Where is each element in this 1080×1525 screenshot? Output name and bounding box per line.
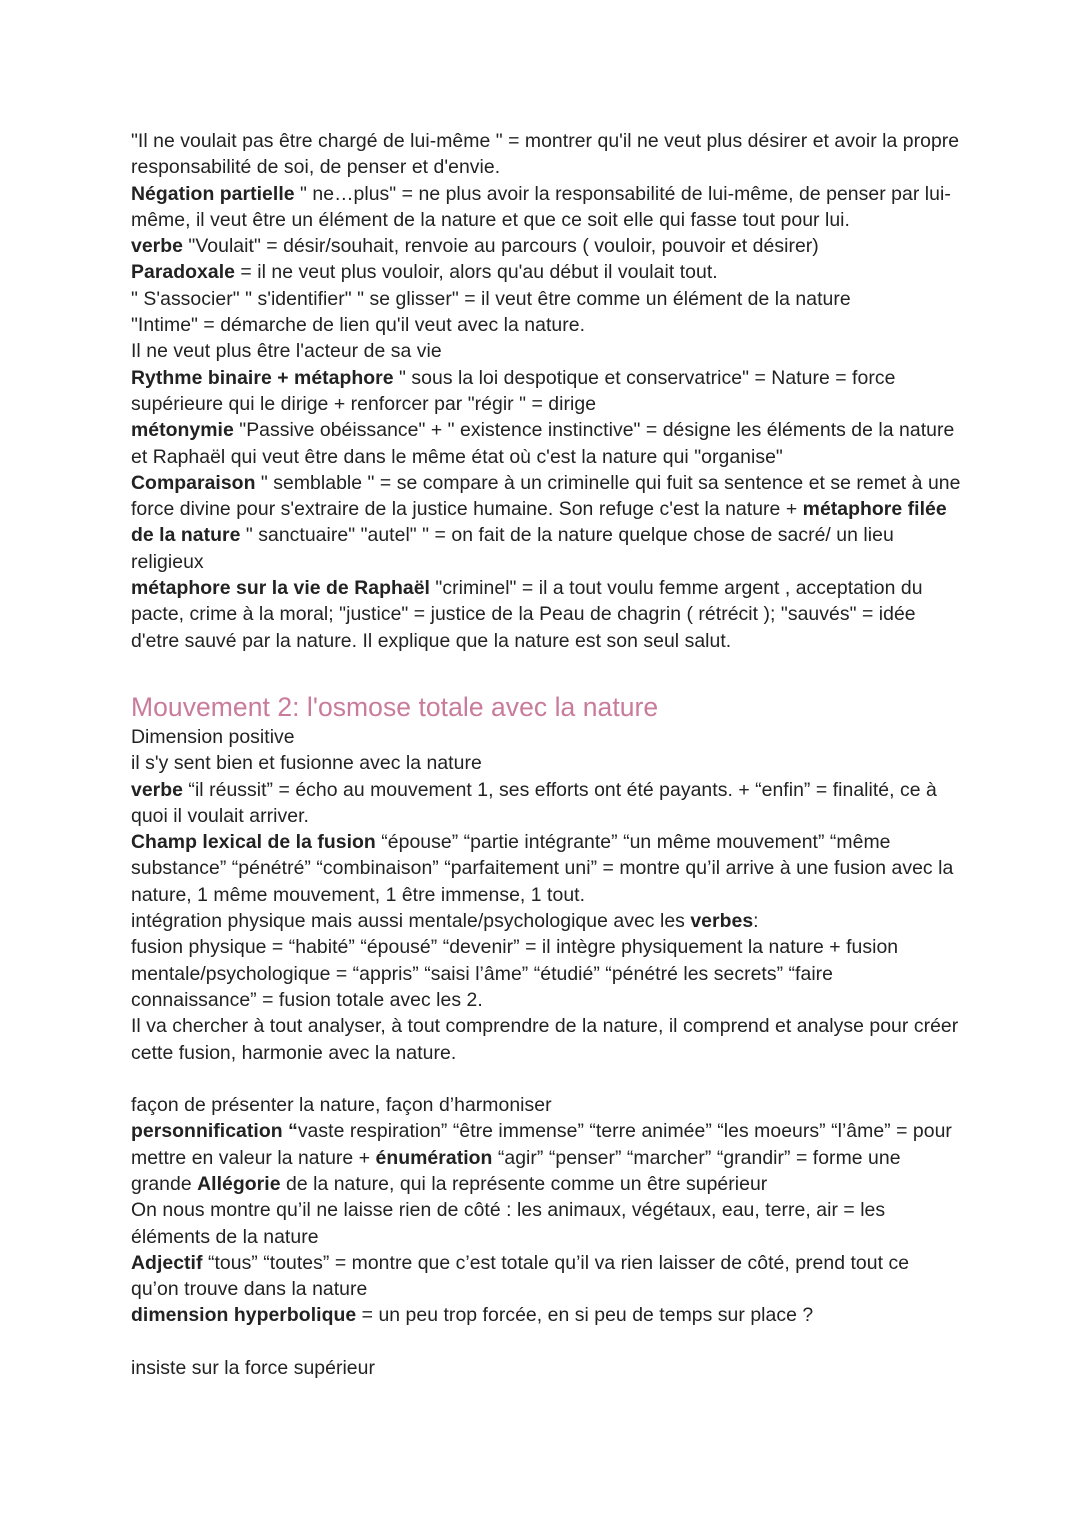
text-run: " sous la loi despotique et conservatrice" = Nature = force supérieure qui le dirige + renforcer par "régir " = dirige [131, 366, 896, 415]
note-line [131, 233, 961, 259]
note-line [131, 365, 961, 418]
bold-term: Négation partielle [131, 182, 295, 205]
note-line [131, 181, 961, 234]
bold-term: Paradoxale [131, 261, 235, 284]
note-line [131, 724, 961, 750]
text-run: “il réussit” = écho au mouvement 1, ses efforts ont été payants. + “enfin” = finalité, ce à quoi il voulait arriver. [131, 778, 937, 827]
bold-term: personnification “ [131, 1120, 298, 1143]
nature-presentation-analysis [131, 1092, 961, 1329]
bold-term: métonymie [131, 419, 234, 442]
bold-term: Adjectif [131, 1251, 203, 1274]
note-line [131, 1355, 961, 1381]
text-run: Il ne veut plus être l'acteur de sa vie [131, 340, 442, 363]
note-line [131, 1092, 961, 1118]
text-run: " sanctuaire" "autel" " = on fait de la nature quelque chose de sacré/ un lieu religieux [131, 524, 894, 573]
text-run: Il va chercher à tout analyser, à tout comprendre de la nature, il comprend et analyse pour créer cette fusion, harmonie avec la nature. [131, 1015, 959, 1064]
text-run: de la nature, qui la représente comme un être supérieur [280, 1172, 768, 1195]
bold-term: énumération [375, 1146, 493, 1169]
text-run: = il ne veut plus vouloir, alors qu'au début il voulait tout. [234, 261, 718, 284]
paragraph-gap [131, 1066, 961, 1092]
text-run: “épouse” “partie intégrante” “un même mouvement” “même substance” “pénétré” “combinaison” “parfaitement uni” = montre qu’il arrive à une fusion avec la nature, 1 même mouvement, 1 être immense, 1 tout. [131, 831, 954, 906]
text-run: il s'y sent bien et fusionne avec la nature [131, 752, 482, 775]
bold-term: verbes [690, 910, 754, 933]
note-line [131, 1302, 961, 1328]
note-line [131, 312, 961, 338]
bold-term: métaphore sur la vie de Raphaël [131, 577, 430, 600]
text-run: “tous” “toutes” = montre que c’est totale qu’il va rien laisser de côté, prend tout ce qu’on trouve dans la nature [131, 1251, 910, 1301]
note-line [131, 750, 961, 776]
text-run: On nous montre qu’il ne laisse rien de côté : les animaux, végétaux, eau, terre, air = les éléments de la nature [131, 1199, 886, 1248]
note-line [131, 417, 961, 470]
note-line [131, 575, 961, 654]
text-run: intégration physique mais aussi mentale/psychologique avec les [131, 910, 691, 933]
bold-term: Champ lexical de la fusion [131, 831, 376, 854]
text-run: insiste sur la force supérieur [131, 1357, 375, 1380]
note-line [131, 286, 961, 312]
bold-term: Rythme binaire + métaphore [131, 366, 394, 389]
bold-term: verbe [131, 235, 183, 258]
note-line [131, 777, 961, 830]
text-run: façon de présenter la nature, façon d’harmoniser [131, 1094, 552, 1117]
movement-2-analysis [131, 724, 961, 1066]
text-run: "Intime" = démarche de lien qu'il veut avec la nature. [131, 314, 586, 337]
note-line [131, 1013, 961, 1066]
section-heading: Mouvement 2: l'osmose totale avec la nature [131, 691, 659, 722]
text-run: vaste respiration” “être immense” “terre animée” “les moeurs” “l’âme” = pour mettre en valeur la nature + [131, 1120, 952, 1169]
bold-term: Allégorie [197, 1172, 281, 1195]
text-run: "Il ne voulait pas être chargé de lui-même " = montrer qu'il ne veut plus désirer et avoir la propre responsabilité de soi, de penser et d'envie. [131, 130, 960, 179]
movement-1-analysis [131, 128, 961, 654]
note-line [131, 470, 961, 575]
closing-note [131, 1355, 961, 1381]
bold-term: dimension hyperbolique [131, 1304, 357, 1327]
text-run: "criminel" = il a tout voulu femme argent , acceptation du pacte, crime à la moral; "justice" = justice de la Peau de chagrin ( rétrécit ); "sauvés" = idée d'etre sauvé par la nature. Il explique que la nature est son seul salut. [131, 577, 923, 652]
notes-content [131, 128, 961, 1381]
note-line [131, 338, 961, 364]
text-run: Dimension positive [131, 725, 295, 748]
text-run: " ne…plus" = ne plus avoir la responsabilité de lui-même, de penser par lui-même, il veut être un élément de la nature et que ce soit elle qui fasse tout pour lui. [131, 182, 951, 231]
text-run: "Passive obéissance" + " existence instinctive" = désigne les éléments de la nature et Raphaël qui veut être dans le même état où c'est la nature qui "organise" [131, 419, 955, 468]
paragraph-gap [131, 1329, 961, 1355]
note-line [131, 1197, 961, 1250]
text-run: fusion physique = “habité” “épousé” “devenir” = il intègre physiquement la nature + fusion mentale/psychologique = “appris” “saisi l’âme” “étudié” “pénétré les secrets” “faire connaissance” = fusion totale avec les 2. [131, 936, 899, 1011]
bold-term: verbe [131, 778, 183, 801]
note-line [131, 1118, 961, 1197]
note-line [131, 1250, 961, 1303]
text-run: = un peu trop forcée, en si peu de temps sur place ? [356, 1304, 814, 1327]
text-run: "Voulait" = désir/souhait, renvoie au parcours ( vouloir, pouvoir et désirer) [183, 235, 819, 258]
note-line [131, 128, 961, 181]
note-line [131, 934, 961, 1013]
bold-term: Comparaison [131, 471, 256, 494]
text-run: “agir” “penser” “marcher” “grandir” = forme une grande [131, 1146, 901, 1195]
note-line [131, 908, 961, 934]
bold-term: métaphore filée de la nature [131, 498, 947, 547]
text-run: : [753, 910, 759, 933]
text-run: " semblable " = se compare à un criminelle qui fuit sa sentence et se remet à une force divine pour s'extraire de la justice humaine. Son refuge c'est la nature + [131, 471, 961, 521]
note-line [131, 829, 961, 908]
note-line [131, 259, 961, 285]
text-run: " S'associer" " s'identifier" " se glisser" = il veut être comme un élément de la nature [131, 287, 851, 310]
